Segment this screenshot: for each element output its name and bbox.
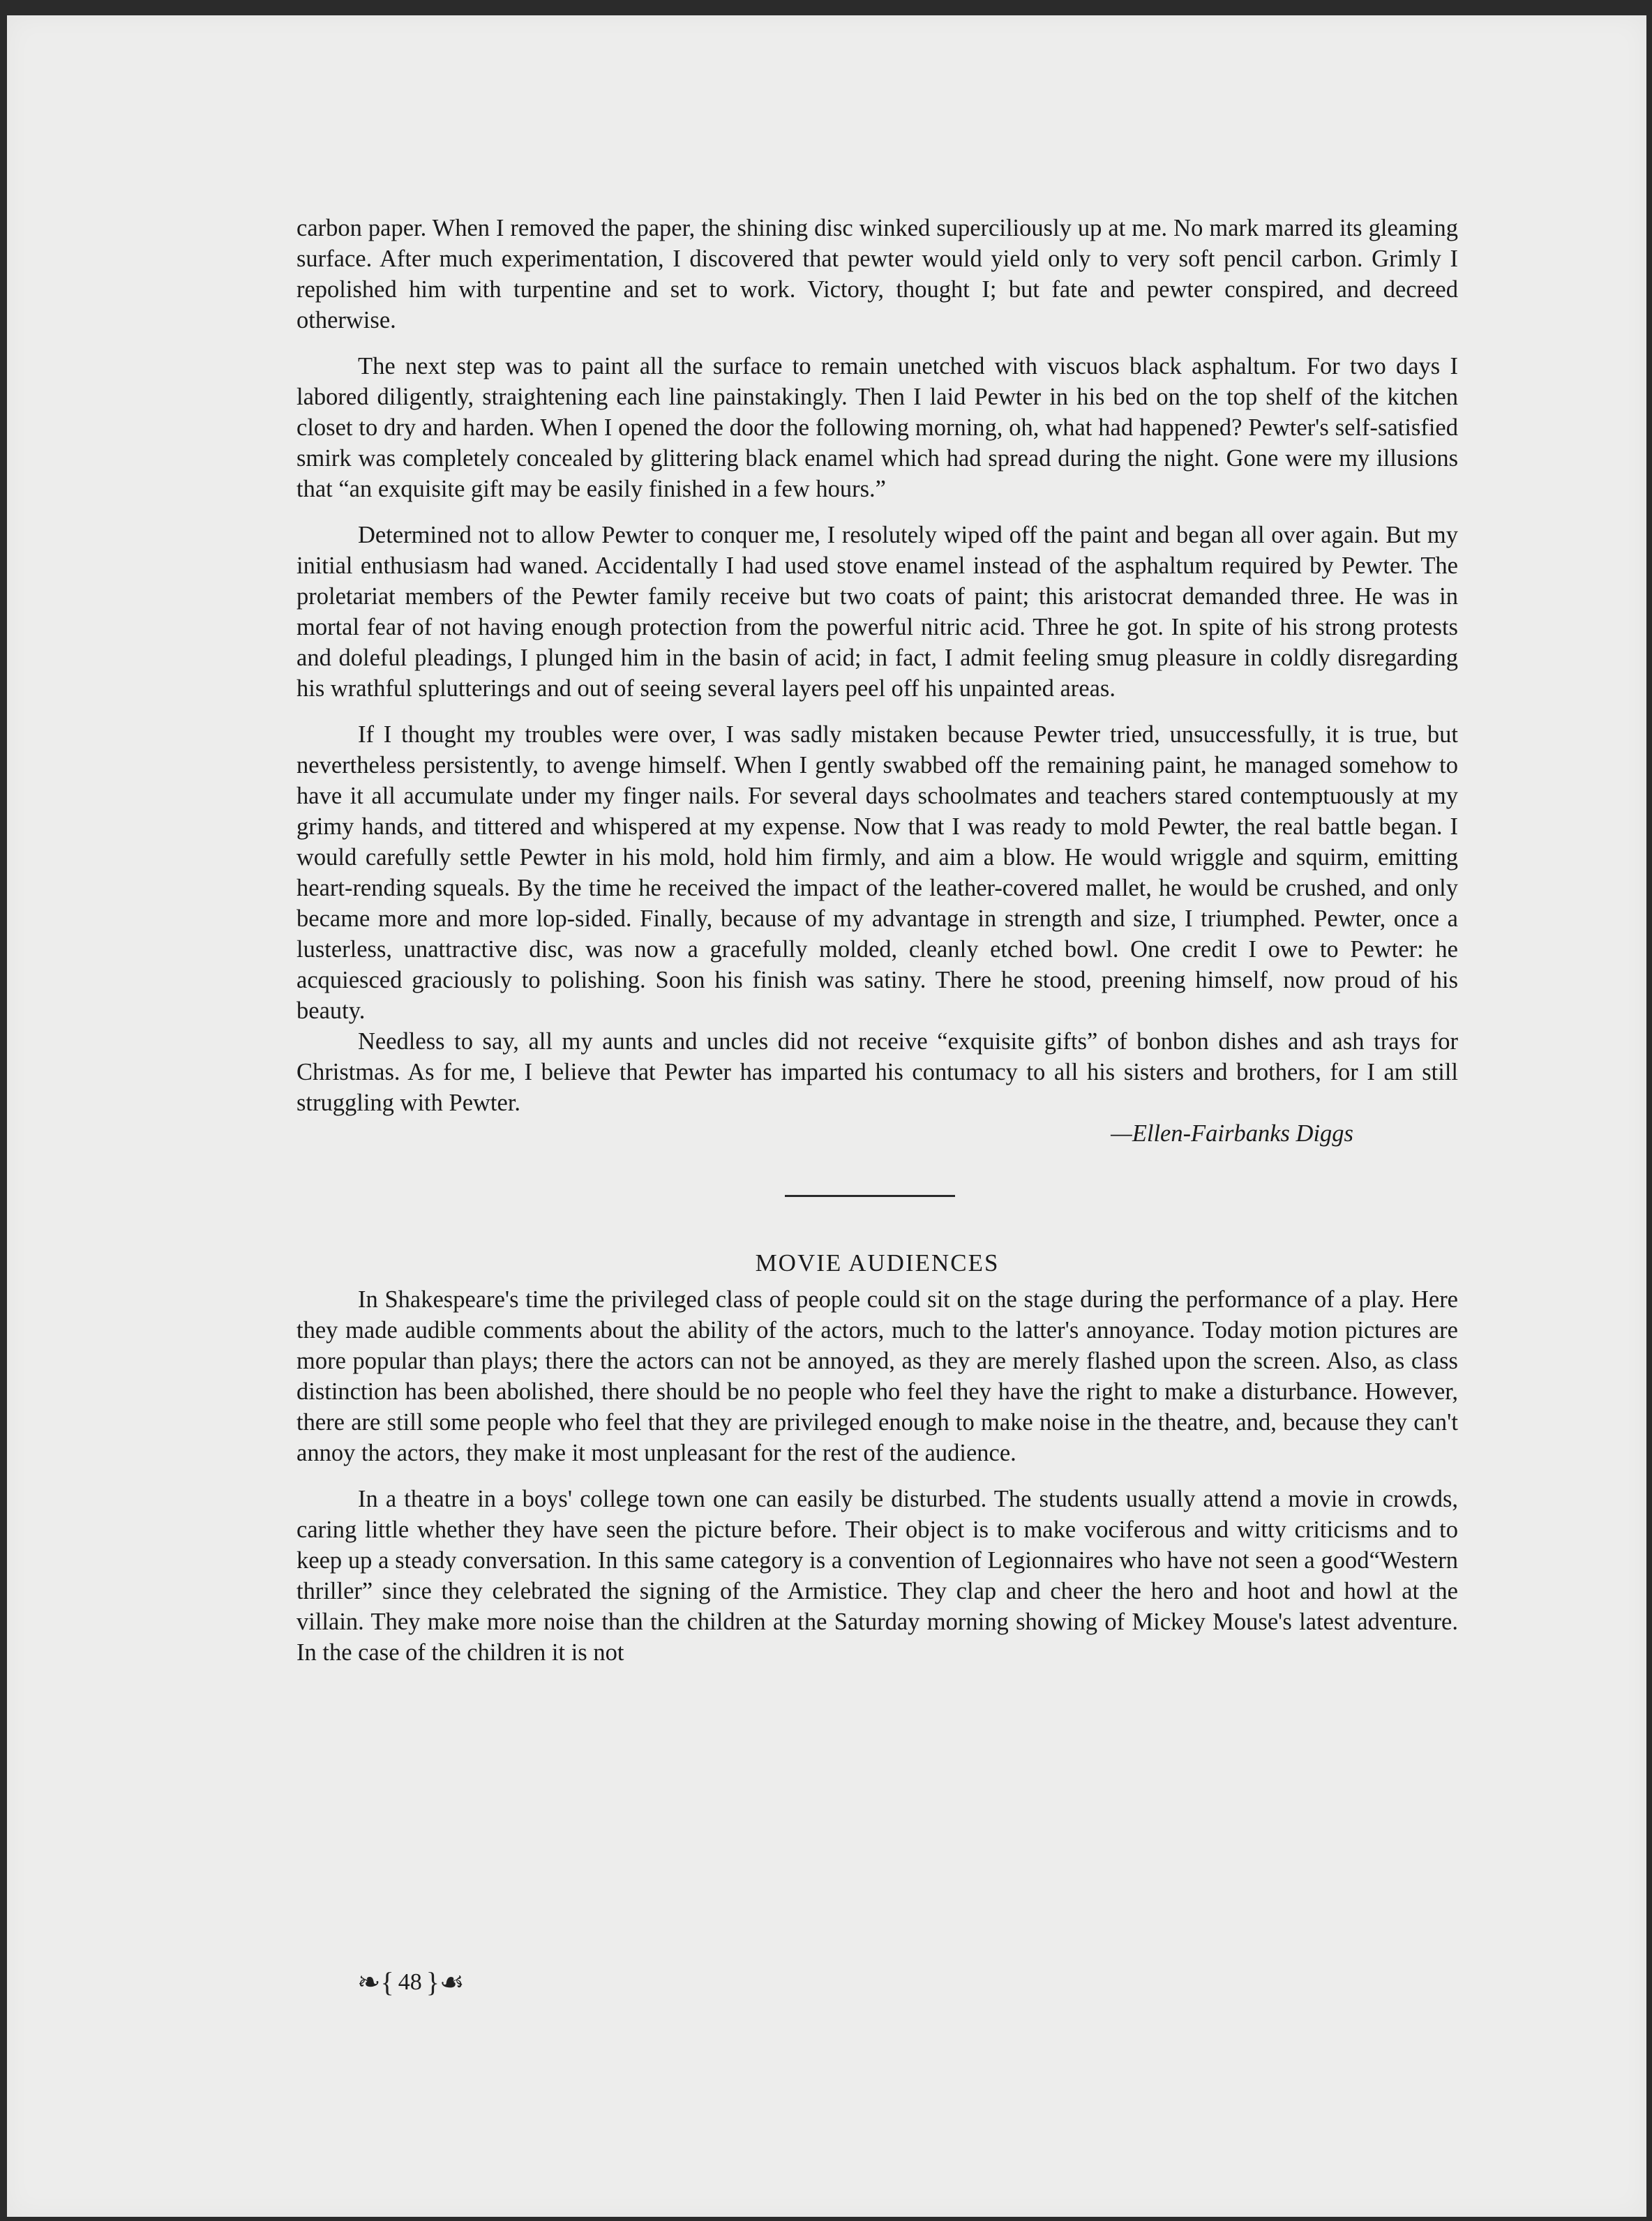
section-title: MOVIE AUDIENCES bbox=[755, 1249, 1000, 1277]
paragraph-troubles: If I thought my troubles were over, I was sadly mistaken because Pewter tried, unsuccessfully, it is true, but nevertheless persistently, to avenge himself. When I gently swabbed off the remaining paint, he managed somehow to have it all accumulate under my finger nails. For several days schoolmates and teachers stared contemptuously at my grimy hands, and tittered and whispered at my expense. Now that I was ready to mold Pewter, the real battle began. I would carefully settle Pewter in his mold, hold him firmly, and aim a blow. He would wriggle and squirm, emitting heart-rending squeals. By the time he received the impact of the leather-covered mallet, he would be crushed, and only became more and more lop-sided. Finally, because of my advantage in strength and size, I triumphed. Pewter, once a lusterless, unattractive disc, was now a gracefully molded, cleanly etched bowl. One credit I owe to Pewter: he acquiesced graciously to polishing. Soon his finish was satiny. There he stood, preening himself, now proud of his beauty. bbox=[296, 721, 1458, 1024]
paragraph-determined: Determined not to allow Pewter to conquer me, I resolutely wiped off the paint and began all over again. But my initial enthusiasm had waned. Accidentally I had used stove enamel instead of the asphaltum required by Pewter. The proletariat members of the Pewter family receive but two coats of paint; this aristocrat demanded three. He was in mortal fear of not having enough protection from the powerful nitric acid. Three he got. In spite of his strong protests and doleful pleadings, I plunged him in the basin of acid; in fact, I admit feeling smug pleasure in coldly disregarding his wrathful splutterings and out of seeing several layers peel off his unpainted areas. bbox=[296, 522, 1458, 702]
paragraph-shakespeare: In Shakespeare's time the privileged class of people could sit on the stage during the performance of a play. Here they made audible comments about the ability of the actors, much to the latter's annoyance. Today motion pictures are more popular than plays; there the actors can not be annoyed, as they are merely flashed upon the screen. Also, as class distinction has been abolished, there should be no people who feel they have the right to make a disturbance. However, there are still some people who feel that they are privileged enough to make noise in the theatre, and, because they can't annoy the actors, they make it most unpleasant for the rest of the audience. bbox=[296, 1286, 1458, 1466]
section-divider bbox=[296, 1149, 1458, 1228]
paragraph-needless: Needless to say, all my aunts and uncles did not receive “exquisite gifts” of bonbon dishes and ash trays for Christmas. As for me, I believe that Pewter has imparted his contumacy to all his sisters and brothers, for I am still struggling with Pewter. bbox=[296, 1028, 1458, 1116]
divider-rule bbox=[785, 1195, 955, 1197]
left-ornament-icon: ❧{ bbox=[357, 1966, 394, 1998]
author-signature: —Ellen-Fairbanks Diggs bbox=[1111, 1120, 1353, 1147]
right-ornament-icon: }☙ bbox=[426, 1966, 465, 1998]
paragraph-asphaltum: The next step was to paint all the surface to remain unetched with viscuos black asphaltum. For two days I labored diligently, straightening each line painstakingly. Then I laid Pewter in his bed on the top shelf of the kitchen closet to dry and harden. When I opened the door the following morning, oh, what had happened? Pewter's self-satisfied smirk was completely concealed by glittering black enamel which had spread during the night. Gone were my illusions that “an exquisite gift may be easily finished in a few hours.” bbox=[296, 353, 1458, 502]
text-column bbox=[296, 213, 1458, 1668]
page-number: 48 bbox=[398, 1968, 422, 1995]
paragraph-carbon-paper: carbon paper. When I removed the paper, the shining disc winked superciliously up at me. No mark marred its gleaming surface. After much experimentation, I discovered that pewter would yield only to very soft pencil carbon. Grimly I repolished him with turpentine and set to work. Victory, thought I; but fate and pewter conspired, and decreed otherwise. bbox=[296, 215, 1458, 333]
paragraph-college-town: In a theatre in a boys' college town one can easily be disturbed. The students usually attend a movie in crowds, caring little whether they have seen the picture before. Their object is to make vociferous and witty criticisms and to keep up a steady conversation. In this same category is a convention of Legionnaires who have not seen a good“Western thriller” since they celebrated the signing of the Armistice. They clap and cheer the hero and hoot and howl at the villain. They make more noise than the children at the Saturday morning showing of Mickey Mouse's latest adventure. In the case of the children it is not bbox=[296, 1486, 1458, 1666]
page-folio bbox=[357, 1966, 465, 1998]
